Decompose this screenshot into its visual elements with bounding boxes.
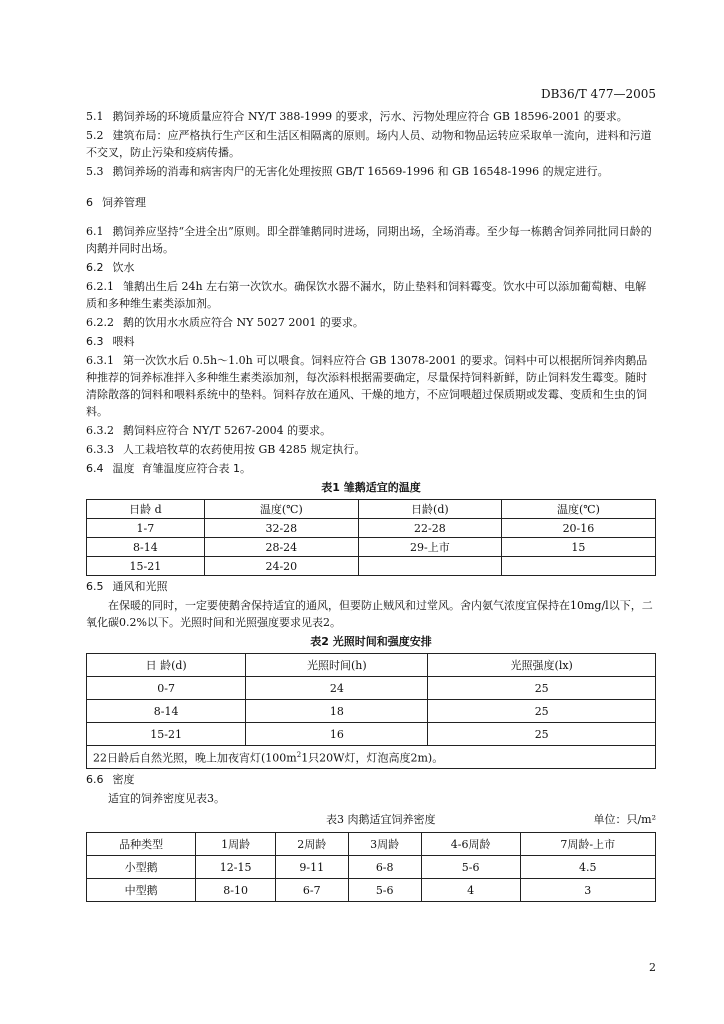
- table-row: [87, 538, 656, 557]
- table-cell: 中型鹅: [87, 879, 196, 902]
- table-cell: 24: [246, 677, 428, 700]
- subsection-number: 6.2: [86, 261, 104, 274]
- table-1-title: 表1 雏鹅适宜的温度: [321, 481, 421, 494]
- table-cell: 1-7: [87, 519, 205, 538]
- table-note-row: [87, 746, 656, 769]
- subsection-number: 6.5: [86, 580, 104, 593]
- clause-number: 6.3.1: [86, 354, 114, 367]
- table-row: [87, 879, 656, 902]
- column-header: 品种类型: [87, 833, 196, 856]
- clause-6-3-1: [86, 352, 656, 420]
- table-cell: 9-11: [275, 856, 348, 879]
- table-cell: 6-7: [275, 879, 348, 902]
- clause-5-3: [86, 163, 656, 180]
- clause-text: 鹅饲养应坚持“全进全出”原则。即全群雏鹅同时进场，同期出场，全场消毒。至少每一栋鹅舍饲养同批同日龄的肉鹅并同时出场。: [86, 225, 652, 255]
- table-3-density: [86, 832, 656, 902]
- table-cell: 0-7: [87, 677, 246, 700]
- column-header: 温度(℃): [204, 500, 358, 519]
- clause-6-2-2: [86, 314, 656, 331]
- clause-number: 6.3.3: [86, 443, 114, 456]
- table-cell: 12-15: [196, 856, 276, 879]
- table-2-title: 表2 光照时间和强度安排: [310, 635, 432, 648]
- column-header: 日龄 d: [87, 500, 205, 519]
- subsection-6-5-heading: [86, 578, 656, 595]
- table-cell: 18: [246, 700, 428, 723]
- density-paragraph: 适宜的饲养密度见表3。: [108, 792, 225, 805]
- table-cell: 小型鹅: [87, 856, 196, 879]
- subsection-number: 6.4: [86, 462, 104, 475]
- note-text: 1只20W灯，灯泡高度2m)。: [301, 751, 444, 765]
- table-cell: 3: [520, 879, 655, 902]
- table-header-row: [87, 500, 656, 519]
- subsection-title: 喂料: [112, 335, 135, 348]
- table-cell: 32-28: [204, 519, 358, 538]
- table-cell: 6-8: [348, 856, 421, 879]
- table-note: [87, 746, 656, 769]
- subsection-title: 密度: [112, 773, 135, 786]
- column-header: 2周龄: [275, 833, 348, 856]
- column-header: 7周龄-上市: [520, 833, 655, 856]
- table-2-lighting: [86, 653, 656, 769]
- column-header: 4-6周龄: [421, 833, 520, 856]
- clause-text: 鹅饲养场的环境质量应符合 NY/T 388-1999 的要求，污水、污物处理应符合 GB 18596-2001 的要求。: [112, 110, 628, 123]
- subsection-number: 6.3: [86, 335, 104, 348]
- table-cell: 4: [421, 879, 520, 902]
- clause-text: 鹅的饮用水水质应符合 NY 5027 2001 的要求。: [123, 316, 364, 329]
- column-header: 日 龄(d): [87, 654, 246, 677]
- column-header: 日龄(d): [358, 500, 501, 519]
- page-number: 2: [649, 961, 656, 974]
- table-cell: 15-21: [87, 557, 205, 576]
- clause-number: 6.3.2: [86, 424, 114, 437]
- column-header: 3周龄: [348, 833, 421, 856]
- note-superscript: 2: [296, 751, 302, 760]
- section-6-heading: [86, 194, 656, 211]
- clause-number: 5.2: [86, 129, 104, 142]
- subsection-title: 通风和光照: [112, 580, 168, 593]
- column-header: 光照强度(lx): [428, 654, 656, 677]
- subsection-6-4-heading: [86, 460, 656, 477]
- clause-text: 建筑布局：应严格执行生产区和生活区相隔离的原则。场内人员、动物和物品运转应采取单一流向，进料和污道不交叉，防止污染和疫病传播。: [86, 129, 652, 159]
- table-1-temperature: [86, 499, 656, 576]
- table-row: [87, 557, 656, 576]
- clause-number: 5.1: [86, 110, 104, 123]
- table-header-row: [87, 833, 656, 856]
- clause-6-3-3: [86, 441, 656, 458]
- table-row: [87, 856, 656, 879]
- subsection-6-2-heading: [86, 259, 656, 276]
- column-header: 温度(℃): [501, 500, 655, 519]
- section-number: 6: [86, 196, 93, 209]
- standard-code: DB36/T 477—2005: [540, 87, 656, 101]
- clause-5-2: [86, 127, 656, 161]
- table-cell: 22-28: [358, 519, 501, 538]
- table-cell: 15: [501, 538, 655, 557]
- note-text: 22日龄后自然光照，晚上加夜宵灯(100m: [93, 751, 297, 765]
- table-row: [87, 677, 656, 700]
- subsection-6-3-heading: [86, 333, 656, 350]
- clause-6-2-1: [86, 278, 656, 312]
- column-header: 光照时间(h): [246, 654, 428, 677]
- clause-6-1: [86, 223, 656, 257]
- subsection-number: 6.6: [86, 773, 104, 786]
- clause-text: 雏鹅出生后 24h 左右第一次饮水。确保饮水器不漏水，防止垫料和饲料霉变。饮水中可以添加葡萄糖、电解质和多种维生素类添加剂。: [86, 280, 647, 310]
- clause-text: 鹅饲料应符合 NY/T 5267-2004 的要求。: [123, 424, 332, 437]
- clause-text: 人工栽培牧草的农药使用按 GB 4285 规定执行。: [123, 443, 366, 456]
- subsection-text: 育雏温度应符合表 1。: [141, 462, 251, 475]
- clause-text: 鹅饲养场的消毒和病害肉尸的无害化处理按照 GB/T 16569-1996 和 GB 16548-1996 的规定进行。: [112, 165, 609, 178]
- table-cell: 8-14: [87, 700, 246, 723]
- subsection-title: 温度: [112, 462, 135, 475]
- table-cell: 24-20: [204, 557, 358, 576]
- table-header-row: [87, 654, 656, 677]
- table-cell: 25: [428, 723, 656, 746]
- table-cell: [358, 557, 501, 576]
- table-3-title: 表3 肉鹅适宜饲养密度: [326, 813, 436, 826]
- table-3-unit: 单位：只/m²: [593, 813, 656, 826]
- table-cell: 28-24: [204, 538, 358, 557]
- table-cell: 25: [428, 677, 656, 700]
- table-cell: 8-10: [196, 879, 276, 902]
- table-3-caption: [86, 811, 656, 828]
- clause-number: 5.3: [86, 165, 104, 178]
- column-header: 1周龄: [196, 833, 276, 856]
- table-row: [87, 519, 656, 538]
- table-cell: 29-上市: [358, 538, 501, 557]
- table-cell: 20-16: [501, 519, 655, 538]
- clause-text: 第一次饮水后 0.5h～1.0h 可以喂食。饲料应符合 GB 13078-2001 的要求。饲料中可以根据所饲养肉鹅品种推荐的饲养标准拌入多种维生素类添加剂，每次添料根据需要确定，尽量保持饲料新鲜，防止饲料发生霉变。随时清除散落的饲料和喂料系统中的垫料。饲料存放在通风、干燥的地方，不应饲喂超过保质期或发霉、变质和生虫的饲料。: [86, 354, 648, 418]
- table-cell: 15-21: [87, 723, 246, 746]
- table-row: [87, 723, 656, 746]
- table-cell: 16: [246, 723, 428, 746]
- table-cell: 5-6: [421, 856, 520, 879]
- clause-number: 6.1: [86, 225, 104, 238]
- section-title: 饲养管理: [102, 196, 146, 209]
- clause-5-1: [86, 108, 656, 125]
- subsection-6-6-heading: [86, 771, 656, 788]
- clause-6-3-2: [86, 422, 656, 439]
- table-row: [87, 700, 656, 723]
- clause-number: 6.2.2: [86, 316, 114, 329]
- page-content: [86, 108, 656, 902]
- subsection-title: 饮水: [112, 261, 135, 274]
- clause-number: 6.2.1: [86, 280, 114, 293]
- table-cell: 25: [428, 700, 656, 723]
- ventilation-paragraph: 在保暖的同时，一定要使鹅舍保持适宜的通风，但要防止贼风和过堂风。舍内氨气浓度宜保持在10mg/l以下，二氧化碳0.2%以下。光照时间和光照强度要求见表2。: [86, 599, 653, 629]
- table-cell: 4.5: [520, 856, 655, 879]
- table-cell: [501, 557, 655, 576]
- table-cell: 8-14: [87, 538, 205, 557]
- table-cell: 5-6: [348, 879, 421, 902]
